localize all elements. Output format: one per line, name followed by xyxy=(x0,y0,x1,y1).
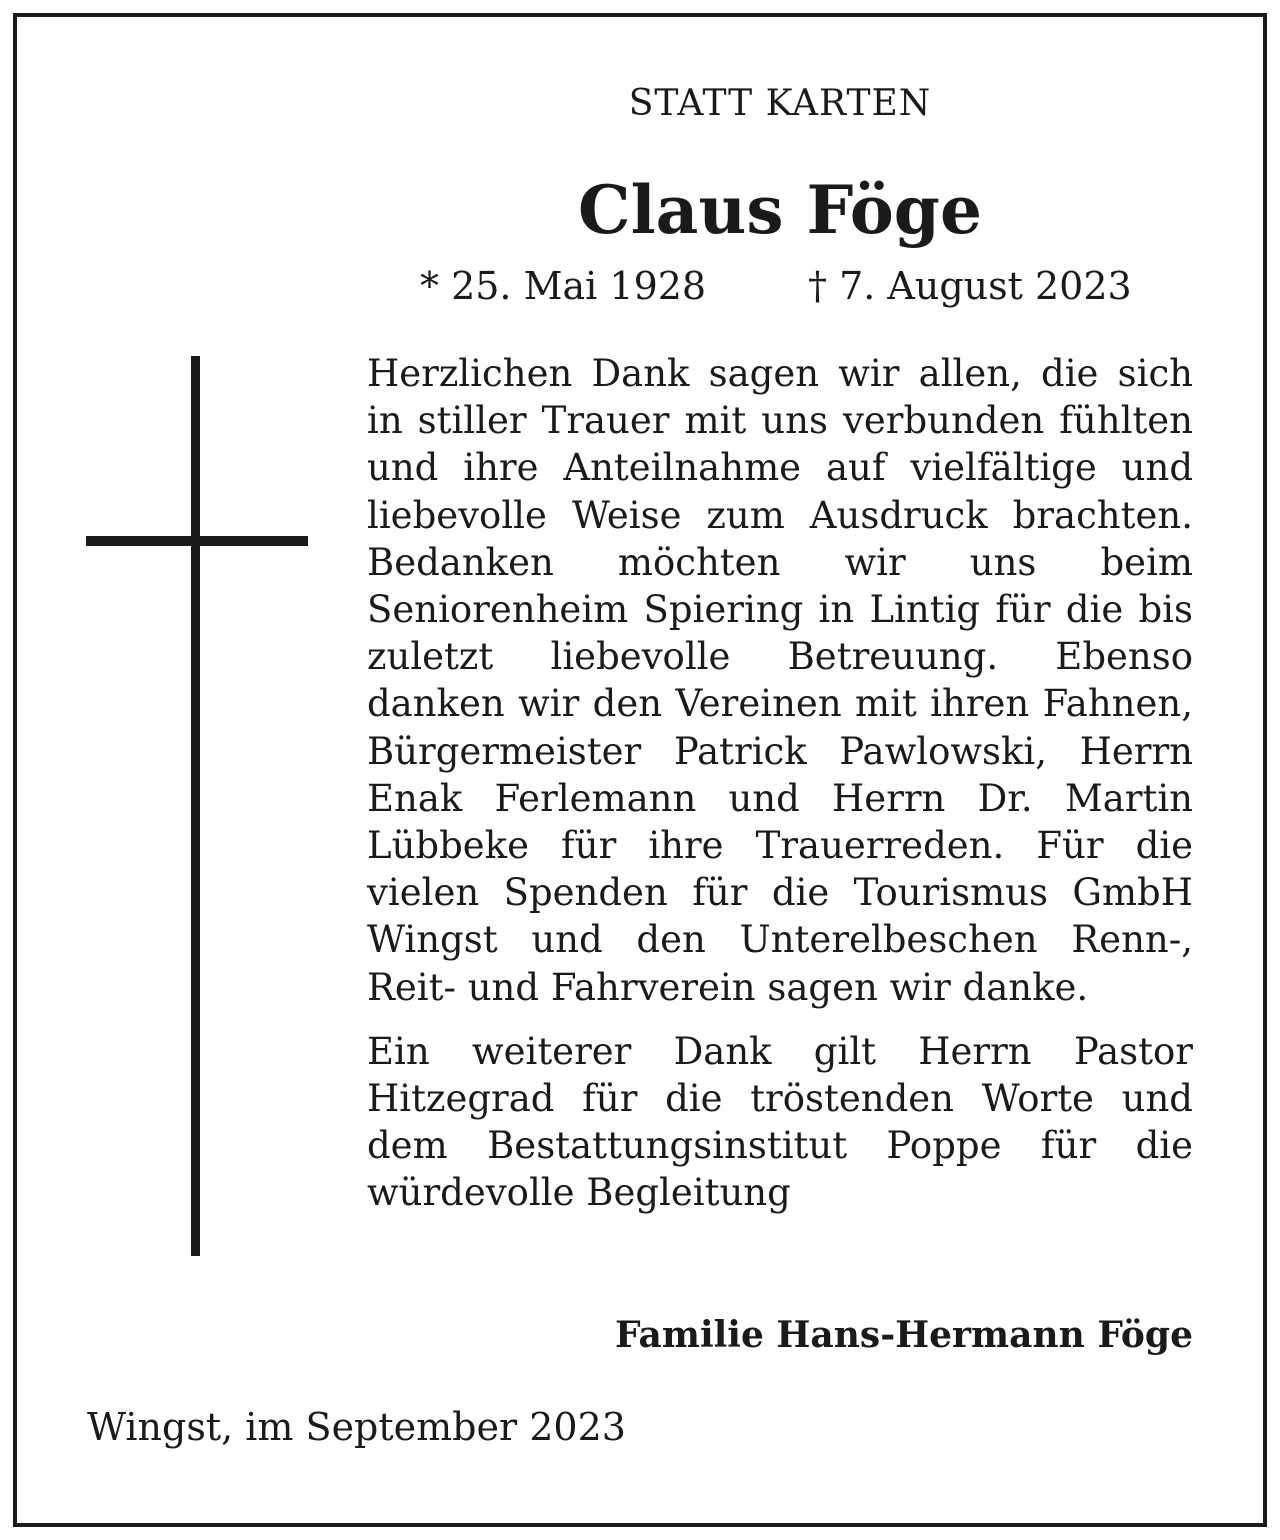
signature: Familie Hans-Hermann Föge xyxy=(614,1314,1193,1356)
notice-header: STATT KARTEN xyxy=(628,83,932,124)
cross-horizontal-bar xyxy=(86,536,308,546)
cross-vertical-bar xyxy=(191,356,200,1256)
thanks-text xyxy=(367,350,1193,1217)
thanks-paragraph-1: Herzlichen Dank sagen wir allen, die sich in stiller Trauer mit uns verbunden fühlten und ihre Anteilnahme auf vielfältige und liebevolle Weise zum Ausdruck brachten. Bedanken möchten wir uns beim Seniorenheim Spiering in Lintig für die bis zuletzt liebevolle Betreuung. Ebenso danken wir den Vereinen mit ihren Fahnen, Bürgermeister Patrick Pawlowski, Herrn Enak Ferlemann und Herrn Dr. Martin Lübbeke für ihre Trauerreden. Für die vielen Spenden für die Tourismus GmbH Wingst und den Unterelbeschen Renn-, Reit- und Fahrverein sagen wir danke. xyxy=(367,352,1193,1009)
place-and-date: Wingst, im September 2023 xyxy=(87,1405,626,1449)
birth-date: * 25. Mai 1928 xyxy=(420,264,707,308)
death-date: † 7. August 2023 xyxy=(808,264,1132,308)
deceased-name: Claus Föge xyxy=(578,171,982,249)
thanks-paragraph-2: Ein weiterer Dank gilt Herrn Pastor Hitzegrad für die tröstenden Worte und dem Bestattungsinstitut Poppe für die würdevolle Begleitung xyxy=(367,1029,1193,1215)
